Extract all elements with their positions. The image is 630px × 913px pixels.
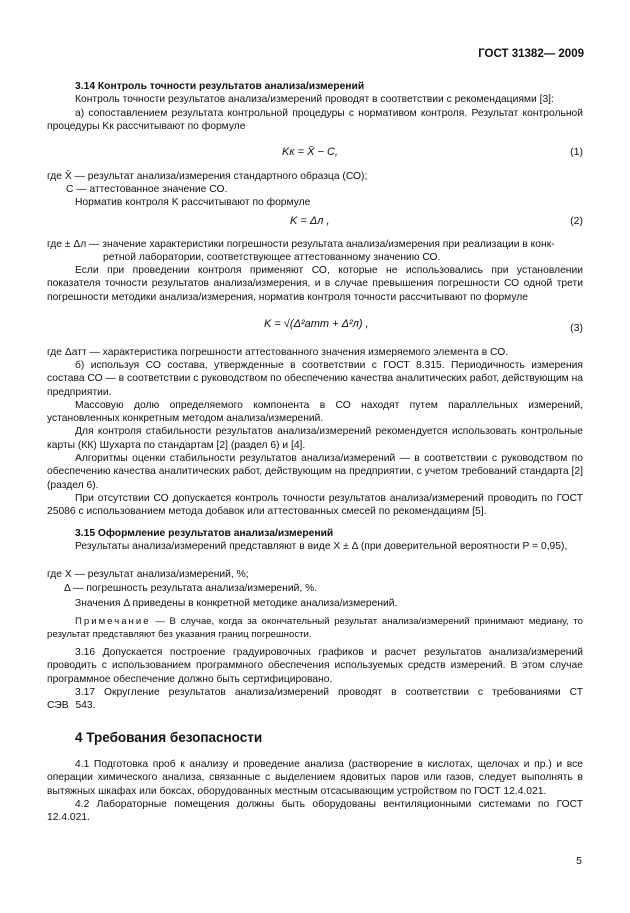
section-3-14-block <box>47 80 583 133</box>
s314-paragraph-3: Норматив контроля K рассчитывают по формуле <box>75 197 311 208</box>
s314-paragraph-8: Алгоритмы оценки стабильности результатов анализа/измерений — в соответствии с руководством по обеспечению качества аналитических работ, действующим на предприятии, с учетом требований стандарта [2] (раздел 6). <box>47 453 583 491</box>
s315-paragraph-2: Значения Δ приведены в конкретной методике анализа/измерений. <box>75 598 398 609</box>
where-x-bar: где X̄ — результат анализа/измерения стандартного образца (СО); <box>47 171 368 182</box>
section-3-14-heading: 3.14 Контроль точности результатов анализа/измерений <box>75 81 365 92</box>
section-3-16: 3.16 Допускается построение градуировочных графиков и расчет результатов анализа/измерений проводить с использованием программного обеспечения используемых средств измерений. В этом случае программное обеспечение должно быть сертифицировано. <box>47 647 583 685</box>
where-c: C — аттестованное значение СО. <box>66 184 228 195</box>
s314-paragraph-4-block <box>47 264 583 304</box>
section-3-17: 3.17 Округление результатов анализа/измерений проводят в соответствии с требованиями СТ СЭВ 543. <box>47 686 583 712</box>
s314-body-block <box>47 359 583 519</box>
where-delta-l-line2: ретной лаборатории, соответствующее аттестованному значению СО. <box>103 252 441 263</box>
formula-1: Kк = X̄ − C, <box>282 146 338 158</box>
s314-paragraph-6: Массовую долю определяемого компонента в СО находят путем параллельных измерений, установленных конкретным методом анализа/измерений. <box>47 399 583 425</box>
where-delta-l-line1: где ± Δл — значение характеристики погрешности результата анализа/измерения при реализации в конк- <box>47 239 555 250</box>
s314-paragraph-2: а) сопоставлением результата контрольной процедуры с нормативом контроля. Результат контрольной процедуры Kк рассчитывают по формуле <box>47 107 583 132</box>
s4-paragraph-1: 4.1 Подготовка проб к анализу и проведение анализа (растворение в кислотах, щелочах и пр.) и все операции химического анализа, связанные с выделением ядовитых паров или газов, следует выполнять в вытяжных шкафах или боксах, оборудованных местным отсасывающим устройством по ГОСТ 12.4.021. <box>47 759 583 797</box>
formula-3: K = √(Δ²атт + Δ²л) , <box>264 318 369 330</box>
section-4-body <box>47 758 583 824</box>
formula-2: K = Δл , <box>290 215 330 227</box>
s314-paragraph-5: б) используя СО состава, утвержденные в соответствии с ГОСТ 8.315. Периодичность измерения состава СО — в соответствии с руководством по обеспечению качества аналитических работ, действующим на предприятии. <box>47 360 583 398</box>
section-3-15-block <box>47 527 583 554</box>
s314-paragraph-4: Если при проведении контроля применяют СО, которые не использовались при установлении показателя точности результатов анализа/измерения, и в случае превышения погрешности СО одной трети погрешности методики анализа/измерения, норматив контроля точности рассчитывают по формуле <box>47 265 583 303</box>
s314-paragraph-9: При отсутствии СО допускается контроль точности результатов анализа/измерений проводить по ГОСТ 25086 с использованием метода добавок или аттестованных смесей по рекомендациям [5]. <box>47 492 583 518</box>
s4-paragraph-2: 4.2 Лабораторные помещения должны быть оборудованы вентиляционными системами по ГОСТ 12.4.021. <box>47 798 583 824</box>
standard-header: ГОСТ 31382— 2009 <box>478 48 584 60</box>
where-delta: Δ — погрешность результата анализа/измерений, %. <box>64 583 318 594</box>
s314-paragraph-7: Для контроля стабильности результатов анализа/измерений рекомендуется использовать контрольные карты (КК) Шухарта по стандартам [2] (раздел 6) и [4]. <box>47 426 583 451</box>
section-3-16-3-17-block <box>47 646 583 712</box>
formula-2-number: (2) <box>570 215 583 227</box>
formula-3-number: (3) <box>570 322 583 334</box>
note-block <box>47 616 583 641</box>
note-label: Примечание <box>75 616 151 627</box>
where-x: где X — результат анализа/измерений, %; <box>47 569 249 580</box>
s314-paragraph-1: Контроль точности результатов анализа/измерений проводят в соответствии с рекомендациями [3]: <box>75 94 554 106</box>
note-text: — В случае, когда за окончательный результат анализа/измерений принимают медиану, то результат представляют без указания границ погрешности. <box>47 616 583 640</box>
formula-1-number: (1) <box>570 146 583 158</box>
section-4-title: 4 Требования безопасности <box>75 730 263 745</box>
section-3-15-heading: 3.15 Оформление результатов анализа/измерений <box>75 528 334 539</box>
s315-paragraph-1: Результаты анализа/измерений представляют в виде X ± Δ (при доверительной вероятности P = 0,95), <box>75 541 568 553</box>
where-delta-att: где Δатт — характеристика погрешности аттестованного значения измеряемого элемента в СО. <box>47 347 509 358</box>
page-number: 5 <box>576 855 582 867</box>
